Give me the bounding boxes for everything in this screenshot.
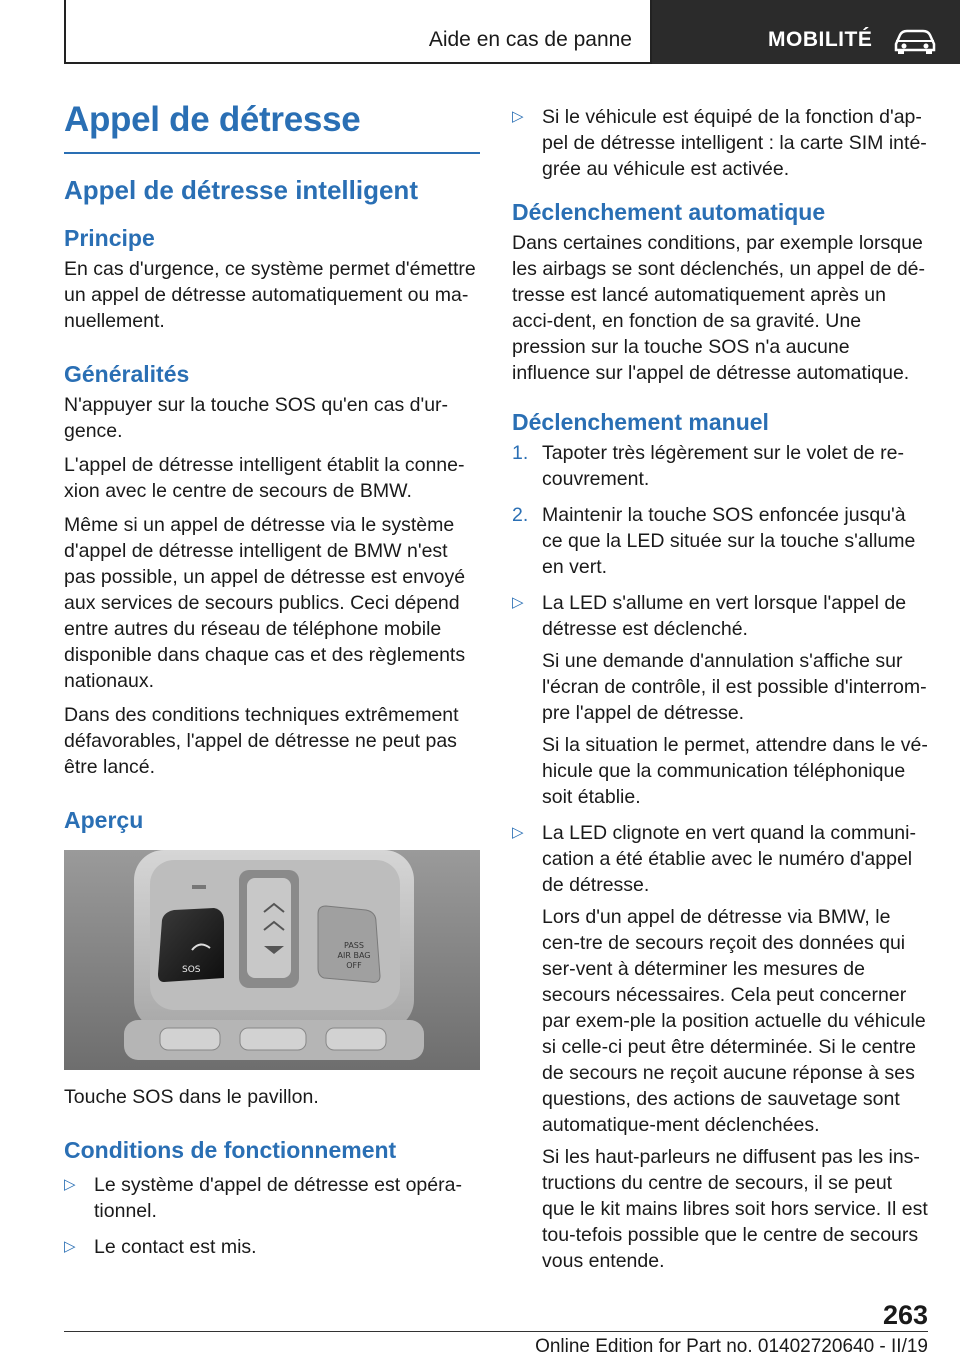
led-list [512, 590, 928, 1274]
list-item [64, 1172, 480, 1224]
heading-conditions: Conditions de fonctionnement [64, 1137, 397, 1163]
triangle-bullet-icon: ▷ [512, 108, 524, 125]
heading-principe: Principe [64, 225, 155, 251]
footer-divider [64, 1331, 928, 1332]
generalites-p1: N'appuyer sur la touche SOS qu'en cas d'ur-gence. [64, 394, 449, 442]
conditions-list-continued [512, 104, 928, 182]
step-number: 1. [512, 442, 529, 464]
pass-label: PASS [344, 941, 364, 950]
sos-label: SOS [182, 965, 201, 975]
list-item [512, 104, 928, 182]
conditions-list [64, 1172, 480, 1260]
heading-apercu: Aperçu [64, 807, 144, 833]
step-2: Maintenir la touche SOS enfoncée jusqu'à ce que la LED située sur la touche s'allume en vert. [542, 504, 916, 578]
car-icon [892, 26, 938, 54]
chapter-tab [652, 0, 960, 64]
bullet-1-p1: Si une demande d'annulation s'affiche sur l'écran de contrôle, il est possible d'interrom-pre l'appel de détresse. [542, 650, 927, 724]
page-number: 263 [882, 1300, 928, 1330]
edition-text: Online Edition for Part no. 01402720640 - II/19 [535, 1336, 928, 1357]
photo-caption: Touche SOS dans le pavillon. [64, 1086, 319, 1108]
step-number: 2. [512, 504, 529, 526]
heading-manuel: Déclenchement manuel [512, 409, 769, 435]
triangle-bullet-icon: ▷ [64, 1176, 76, 1193]
condition-1: Le système d'appel de détresse est opéra-tionnel. [94, 1174, 462, 1222]
heading-generalites: Généralités [64, 361, 190, 387]
list-item [512, 590, 928, 810]
bullet-1-p2: Si la situation le permet, attendre dans le vé-hicule que la communication téléphonique soit établie. [542, 734, 928, 808]
principe-text: En cas d'urgence, ce système permet d'émettre un appel de détresse automatiquement ou ma-nuellement. [64, 258, 476, 332]
list-item [512, 502, 928, 580]
generalites-p3: Même si un appel de détresse via le système d'appel de détresse intelligent de BMW n'est pas possible, un appel de détresse est envoyé aux services de secours publics. Ceci dépend entre autres du réseau de téléphone mobile disponible dans chaque cas et des règlements nationaux. [64, 514, 466, 692]
bullet-2-p1: Lors d'un appel de détresse via BMW, le cen-tre de secours reçoit des données qui ser-vent à déterminer les mesures de secours nécessaires. Cela peut concerner par exem-ple la position actuelle du véhicule si celle-ci peut être déterminée. Si le centre de secours ne reçoit aucune réponse à ses questions, des actions de sauvetage sont automatique-ment déclenchées. [542, 906, 926, 1136]
page-header [64, 0, 960, 64]
step-1: Tapoter très légèrement sur le volet de re-couvrement. [542, 442, 905, 490]
chapter-title: MOBILITÉ [768, 28, 873, 51]
generalites-p2: L'appel de détresse intelligent établit la conne-xion avec le centre de secours de BMW. [64, 454, 465, 502]
subtitle: Appel de détresse intelligent [64, 175, 418, 205]
off-label: OFF [346, 961, 362, 970]
list-item [512, 820, 928, 1274]
triangle-bullet-icon: ▷ [512, 594, 524, 611]
auto-text: Dans certaines conditions, par exemple lorsque les airbags se sont déclenchés, un appel de dé-tresse est lancé automatiquement après un acci-dent, en fonction de sa gravité. Une pression sur la touche SOS n'a aucune influence sur l'appel de détresse automatique. [512, 232, 926, 384]
steps-list [512, 440, 928, 580]
list-item [512, 440, 928, 492]
section-title: Aide en cas de panne [428, 28, 632, 51]
bullet-2-p2: Si les haut-parleurs ne diffusent pas les ins-tructions du centre de secours, il se peut que le kit mains libres soit hors service. Il est tou-tefois possible que le centre de secours vous entende. [542, 1146, 928, 1272]
airbag-label: AIR BAG [337, 951, 371, 960]
header-frame [64, 0, 652, 64]
triangle-bullet-icon: ▷ [64, 1238, 76, 1255]
page-title: Appel de détresse [64, 100, 480, 154]
right-column [512, 104, 928, 1284]
generalites-p4: Dans des conditions techniques extrêmement défavorables, l'appel de détresse ne peut pas être lancé. [64, 704, 459, 778]
triangle-bullet-icon: ▷ [512, 824, 524, 841]
sos-button-photo [64, 850, 480, 1070]
bullet-2: La LED clignote en vert quand la communi-cation a été établie avec le numéro d'appel de détresse. [542, 822, 916, 896]
bullet-1: La LED s'allume en vert lorsque l'appel de détresse est déclenché. [542, 592, 907, 640]
list-item [64, 1234, 480, 1260]
condition-3: Si le véhicule est équipé de la fonction d'ap-pel de détresse intelligent : la carte SIM inté-grée au véhicule est activée. [542, 106, 927, 180]
heading-auto: Déclenchement automatique [512, 199, 826, 225]
condition-2: Le contact est mis. [94, 1236, 257, 1258]
left-column [64, 100, 480, 1270]
